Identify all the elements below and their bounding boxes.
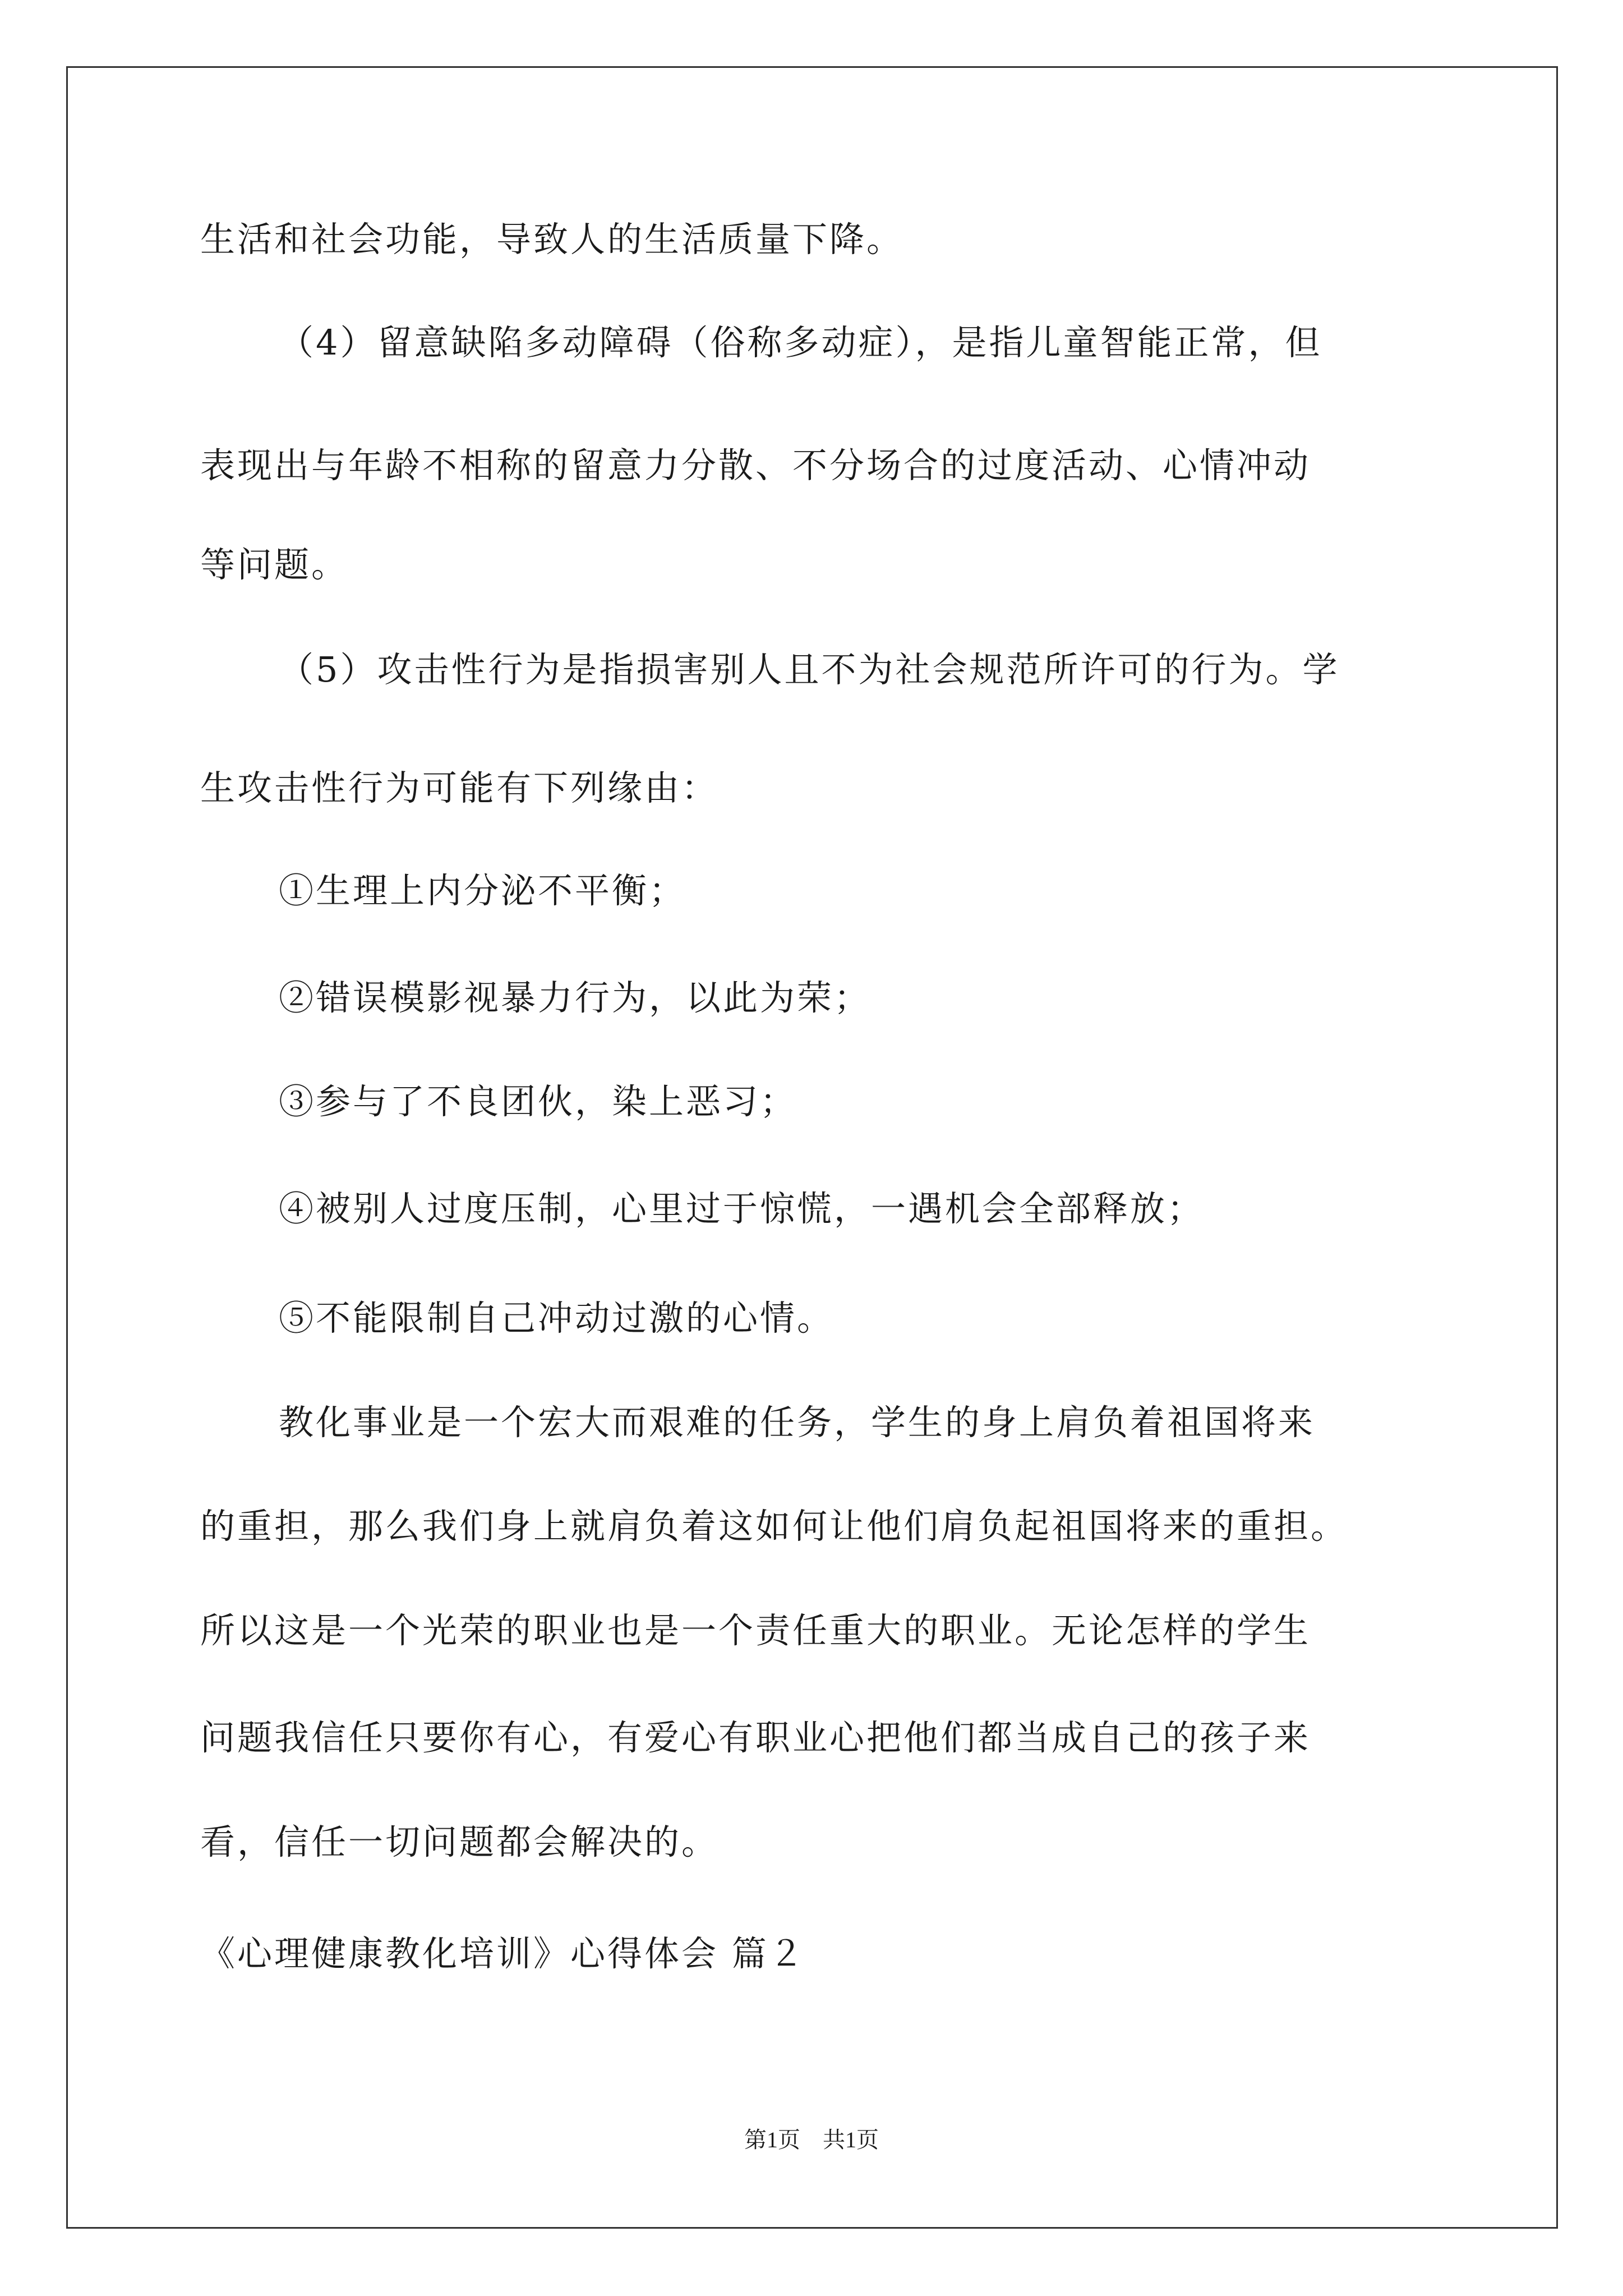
list-item: ③参与了不良团伙，染上恶习；	[279, 1081, 797, 1122]
paragraph-line: 生攻击性行为可能有下列缘由：	[200, 767, 719, 808]
paragraph-line: 生活和社会功能，导致人的生活质量下降。	[200, 219, 904, 260]
list-item: ①生理上内分泌不平衡；	[279, 870, 686, 911]
paragraph-line: （4）留意缺陷多动障碍（俗称多动症），是指儿童智能正常，但	[279, 322, 1322, 363]
paragraph-line: 教化事业是一个宏大而艰难的任务，学生的身上肩负着祖国将来	[279, 1402, 1316, 1443]
section-heading: 《心理健康教化培训》心得体会 篇２	[200, 1933, 806, 1974]
paragraph-line: 问题我信任只要你有心，有爱心有职业心把他们都当成自己的孩子来	[200, 1717, 1311, 1758]
paragraph-line: 所以这是一个光荣的职业也是一个责任重大的职业。无论怎样的学生	[200, 1610, 1311, 1651]
list-item: ④被别人过度压制，心里过于惊慌，一遇机会全部释放；	[279, 1188, 1205, 1229]
page-footer: 第1页 共1页	[744, 2127, 879, 2152]
paragraph-line: 等问题。	[200, 544, 349, 585]
list-item: ②错误模影视暴力行为，以此为荣；	[279, 977, 872, 1018]
paragraph-line: （5）攻击性行为是指损害别人且不为社会规范所许可的行为。学	[279, 649, 1340, 690]
page-border	[66, 66, 1558, 2229]
paragraph-line: 表现出与年龄不相称的留意力分散、不分场合的过度活动、心情冲动	[200, 445, 1311, 486]
list-item: ⑤不能限制自己冲动过激的心情。	[279, 1297, 834, 1338]
paragraph-line: 看，信任一切问题都会解决的。	[200, 1821, 719, 1862]
paragraph-line: 的重担，那么我们身上就肩负着这如何让他们肩负起祖国将来的重担。	[200, 1506, 1348, 1547]
